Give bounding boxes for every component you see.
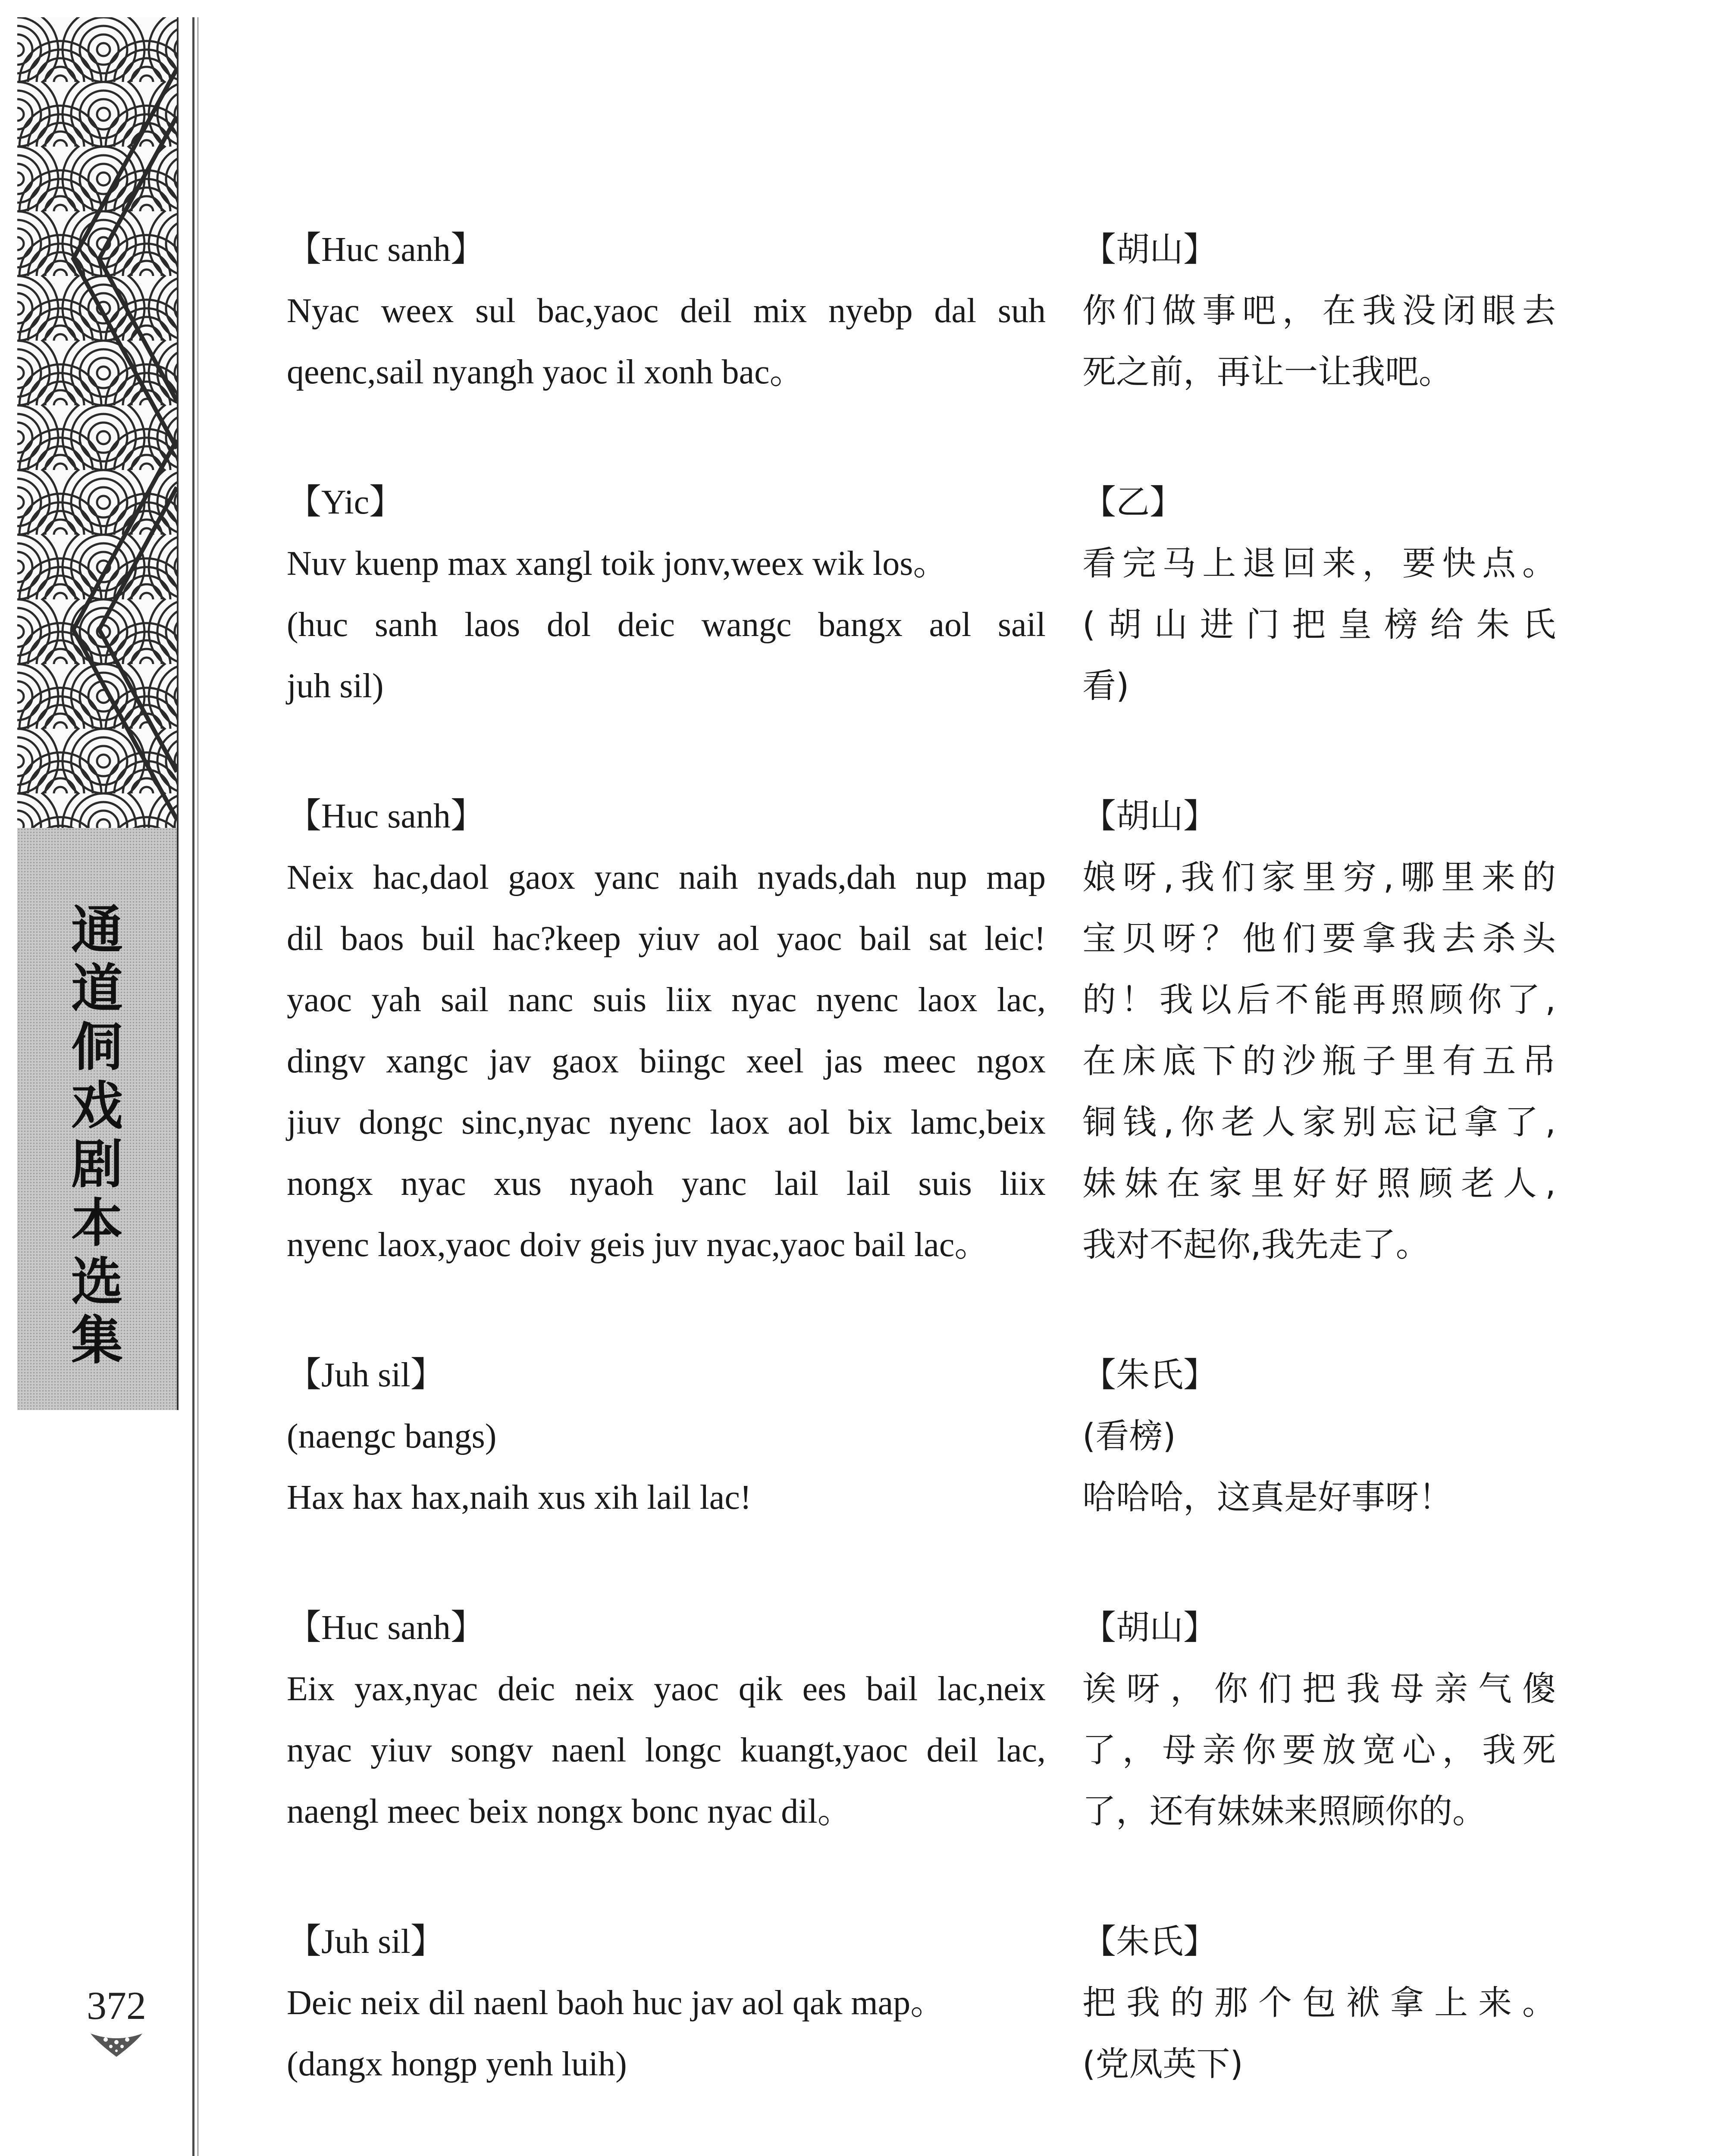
dialogue-line: nyenc laox,yaoc doiv geis juv nyac,yaoc bail lac。	[287, 1226, 989, 1264]
dialogue-block	[1082, 1344, 1557, 1528]
wave-pattern-icon	[17, 17, 177, 828]
page-ornament-icon	[88, 2030, 144, 2060]
book-title	[17, 901, 177, 1370]
dialogue-line: 你们做事吧，在我没闭眼去	[1082, 291, 1557, 330]
dialogue-block	[287, 1344, 1046, 1528]
speaker-label: 【胡山】	[1082, 1608, 1217, 1647]
dialogue-line: dil baos buil hac?keep yiuv aol yaoc bail sat leic!	[287, 920, 1046, 958]
dialogue-line: 哈哈哈，这真是好事呀！	[1082, 1478, 1453, 1517]
stage-direction: (胡山进门把皇榜给朱氏	[1082, 605, 1557, 644]
decorative-border-pattern	[17, 17, 179, 828]
dialogue-line: Neix hac,daol gaox yanc naih nyads,dah nup map	[287, 859, 1046, 896]
dialogue-line: nongx nyac xus nyaoh yanc lail lail suis liix	[287, 1165, 1046, 1203]
speaker-label: 【Juh sil】	[287, 1923, 445, 1961]
dialogue-line: 死之前，再让一让我吧。	[1082, 353, 1453, 392]
speaker-label: 【胡山】	[1082, 230, 1217, 269]
stage-direction: (naengc bangs)	[287, 1417, 497, 1455]
dialogue-line: Nuv kuenp max xangl toik jonv,weex wik los。	[287, 545, 948, 583]
dong-text-column	[287, 219, 1046, 2095]
book-title-char: 戏	[71, 1076, 123, 1136]
dialogue-line: 铜钱,你老人家别忘记拿了,	[1082, 1103, 1557, 1142]
stage-direction: 看)	[1082, 667, 1129, 705]
dialogue-block	[1082, 1597, 1557, 1842]
dialogue-line: yaoc yah sail nanc suis liix nyac nyenc laox lac,	[287, 981, 1046, 1019]
dialogue-line: Eix yax,nyac deic neix yaoc qik ees bail lac,neix	[287, 1670, 1046, 1708]
book-title-char: 侗	[71, 1018, 123, 1078]
stage-direction: juh sil)	[287, 667, 384, 705]
speaker-label: 【Huc sanh】	[287, 797, 485, 835]
dialogue-line: 妹妹在家里好好照顾老人,	[1082, 1164, 1557, 1203]
speaker-label: 【Huc sanh】	[287, 231, 485, 269]
margin-rule	[192, 17, 194, 2156]
book-title-char: 剧	[71, 1135, 123, 1195]
dialogue-line: 了，母亲你要放宽心，我死	[1082, 1731, 1557, 1770]
dialogue-block	[1082, 219, 1557, 403]
stage-direction: (dangx hongp yenh luih)	[287, 2045, 627, 2083]
dialogue-line: 看完马上退回来，要快点。	[1082, 544, 1557, 583]
speaker-label: 【朱氏】	[1082, 1356, 1217, 1395]
speaker-label: 【Yic】	[287, 483, 404, 521]
dialogue-block	[1082, 472, 1557, 717]
stage-direction: (看榜)	[1082, 1417, 1176, 1456]
dialogue-block	[1082, 786, 1557, 1275]
chinese-text-column	[1082, 219, 1557, 2095]
dialogue-line: naengl meec beix nongx bonc nyac dil。	[287, 1792, 852, 1830]
book-spine-title-panel	[17, 828, 179, 1410]
speaker-label: 【Huc sanh】	[287, 1609, 485, 1647]
speaker-label: 【Juh sil】	[287, 1356, 445, 1394]
stage-direction: (huc sanh laos dol deic wangc bangx aol sail	[287, 606, 1046, 644]
dialogue-line: Hax hax hax,naih xus xih lail lac!	[287, 1479, 752, 1517]
dialogue-block	[287, 219, 1046, 403]
book-title-char: 道	[71, 959, 123, 1019]
dialogue-block	[287, 472, 1046, 717]
dialogue-line: dingv xangc jav gaox biingc xeel jas meec ngox	[287, 1042, 1046, 1080]
dialogue-line: 在床底下的沙瓶子里有五吊	[1082, 1042, 1557, 1081]
dialogue-line: Nyac weex sul bac,yaoc deil mix nyebp dal suh	[287, 292, 1046, 330]
dialogue-block	[287, 1911, 1046, 2095]
dialogue-line: 了，还有妹妹来照顾你的。	[1082, 1792, 1486, 1831]
speaker-label: 【乙】	[1082, 483, 1184, 522]
dialogue-line: 宝贝呀？他们要拿我去杀头	[1082, 919, 1557, 958]
page-number: 372	[87, 1984, 146, 2028]
dialogue-block	[287, 1597, 1046, 1842]
book-title-char: 集	[71, 1311, 123, 1371]
speaker-label: 【朱氏】	[1082, 1922, 1217, 1961]
book-title-char: 选	[71, 1252, 123, 1312]
margin-rule-thin	[197, 17, 198, 2156]
dialogue-line: Deic neix dil naenl baoh huc jav aol qak map。	[287, 1984, 945, 2022]
book-title-char: 通	[71, 900, 123, 960]
dialogue-line: 的！我以后不能再照顾你了,	[1082, 981, 1557, 1019]
dialogue-line: 我对不起你,我先走了。	[1082, 1225, 1429, 1264]
book-title-char: 本	[71, 1194, 123, 1253]
stage-direction: (党凤英下)	[1082, 2045, 1243, 2084]
dialogue-block	[287, 786, 1046, 1275]
dialogue-line: 娘呀,我们家里穷,哪里来的	[1082, 858, 1557, 897]
dialogue-line: qeenc,sail nyangh yaoc il xonh bac。	[287, 353, 804, 391]
dialogue-line: jiuv dongc sinc,nyac nyenc laox aol bix lamc,beix	[287, 1103, 1046, 1141]
dialogue-line: 把我的那个包袱拿上来。	[1082, 1984, 1557, 2022]
dialogue-line: nyac yiuv songv naenl longc kuangt,yaoc deil lac,	[287, 1731, 1046, 1769]
dialogue-line: 诶呀，你们把我母亲气傻	[1082, 1670, 1557, 1708]
dialogue-block	[1082, 1911, 1557, 2095]
speaker-label: 【胡山】	[1082, 797, 1217, 836]
